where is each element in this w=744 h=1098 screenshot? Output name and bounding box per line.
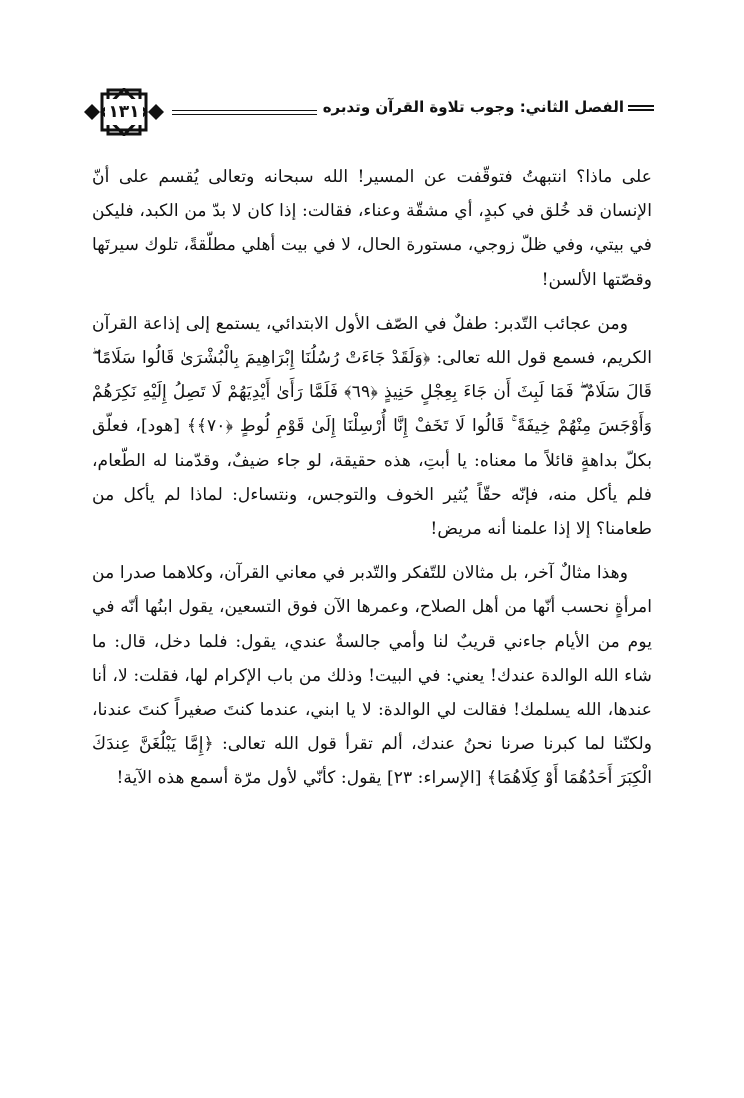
paragraph: ومن عجائب التّدبر: طفلٌ في الصّف الأول الابتدائي، يستمع إلى إذاعة القرآن الكريم، فسمع قول الله تعالى: ﴿وَلَقَدْ جَاءَتْ رُسُلُنَا إِبْرَاهِيمَ بِالْبُشْرَىٰ قَالُوا سَلَامًا ۖ قَالَ سَلَامٌ ۖ فَمَا لَبِثَ أَن جَاءَ بِعِجْلٍ حَنِيذٍ ﴿٦٩﴾ فَلَمَّا رَأَىٰ أَيْدِيَهُمْ لَا تَصِلُ إِلَيْهِ نَكِرَهُمْ وَأَوْجَسَ مِنْهُمْ خِيفَةً ۚ قَالُوا لَا تَخَفْ إِنَّا أُرْسِلْنَا إِلَىٰ قَوْمِ لُوطٍ ﴿٧٠﴾﴾ [هود]، فعلّق بكلّ بداهةٍ قائلاً ما معناه: يا أبتِ، هذه حقيقة، لو جاء ضيفٌ، وقدّمنا له الطّعام، فلم يأكل منه، فإنّه حقّاً يُثير الخوف والتوجس، ونتساءل: لماذا لم يأكل من طعامنا؟ إلا إذا علمنا أنه مريض! — [92, 313, 653, 540]
page-number: ١٣١ — [108, 102, 140, 122]
body-text — [92, 160, 652, 796]
title-lines-icon — [628, 103, 654, 113]
paragraph: على ماذا؟ انتبهتُ فتوقّفت عن المسير! الله سبحانه وتعالى يُقسم على أنّ الإنسان قد خُلق في كبدٍ، أي مشقّة وعناء، فقالت: إذا كان لا بدّ من الكبد، فليكن في بيتي، وفي ظلّ زوجي، مستورة الحال، لا في بيت أهلي مطلّقةً، تلوك سيرتَها وقصّتها الألسن! — [92, 167, 652, 290]
paragraph: وهذا مثالٌ آخر، بل مثالان للتّفكر والتّدبر في معاني القرآن، وكلاهما صدرا من امرأةٍ نحسب أنّها من أهل الصلاح، وعمرها الآن فوق التسعين، يقول ابنُها أنّه في يوم من الأيام جاءني قريبٌ لنا وأمي جالسةٌ عندي، يقول: فلما دخل، قال: ما شاء الله الوالدة عندك! يعني: في البيت! وذلك من باب الإكرام لها، فقلت: لا، أنا عندها، الله يسلمك! فقالت لي الوالدة: لا يا ابني، عندما كنتَ صغيراً كنتَ عندنا، ولكنّنا لما كبرنا صرنا نحنُ عندك، ألم تقرأ قول الله تعالى: ﴿إِمَّا يَبْلُغَنَّ عِندَكَ الْكِبَرَ أَحَدُهُمَا أَوْ كِلَاهُمَا﴾ [الإسراء: ٢٣] يقول: كأنّي لأول مرّة أسمع هذه الآية! — [92, 563, 652, 789]
chapter-title-text: الفصل الثاني: وجوب تلاوة القرآن وتدبره — [322, 98, 624, 116]
page-header — [82, 92, 654, 136]
chapter-title — [317, 98, 654, 116]
